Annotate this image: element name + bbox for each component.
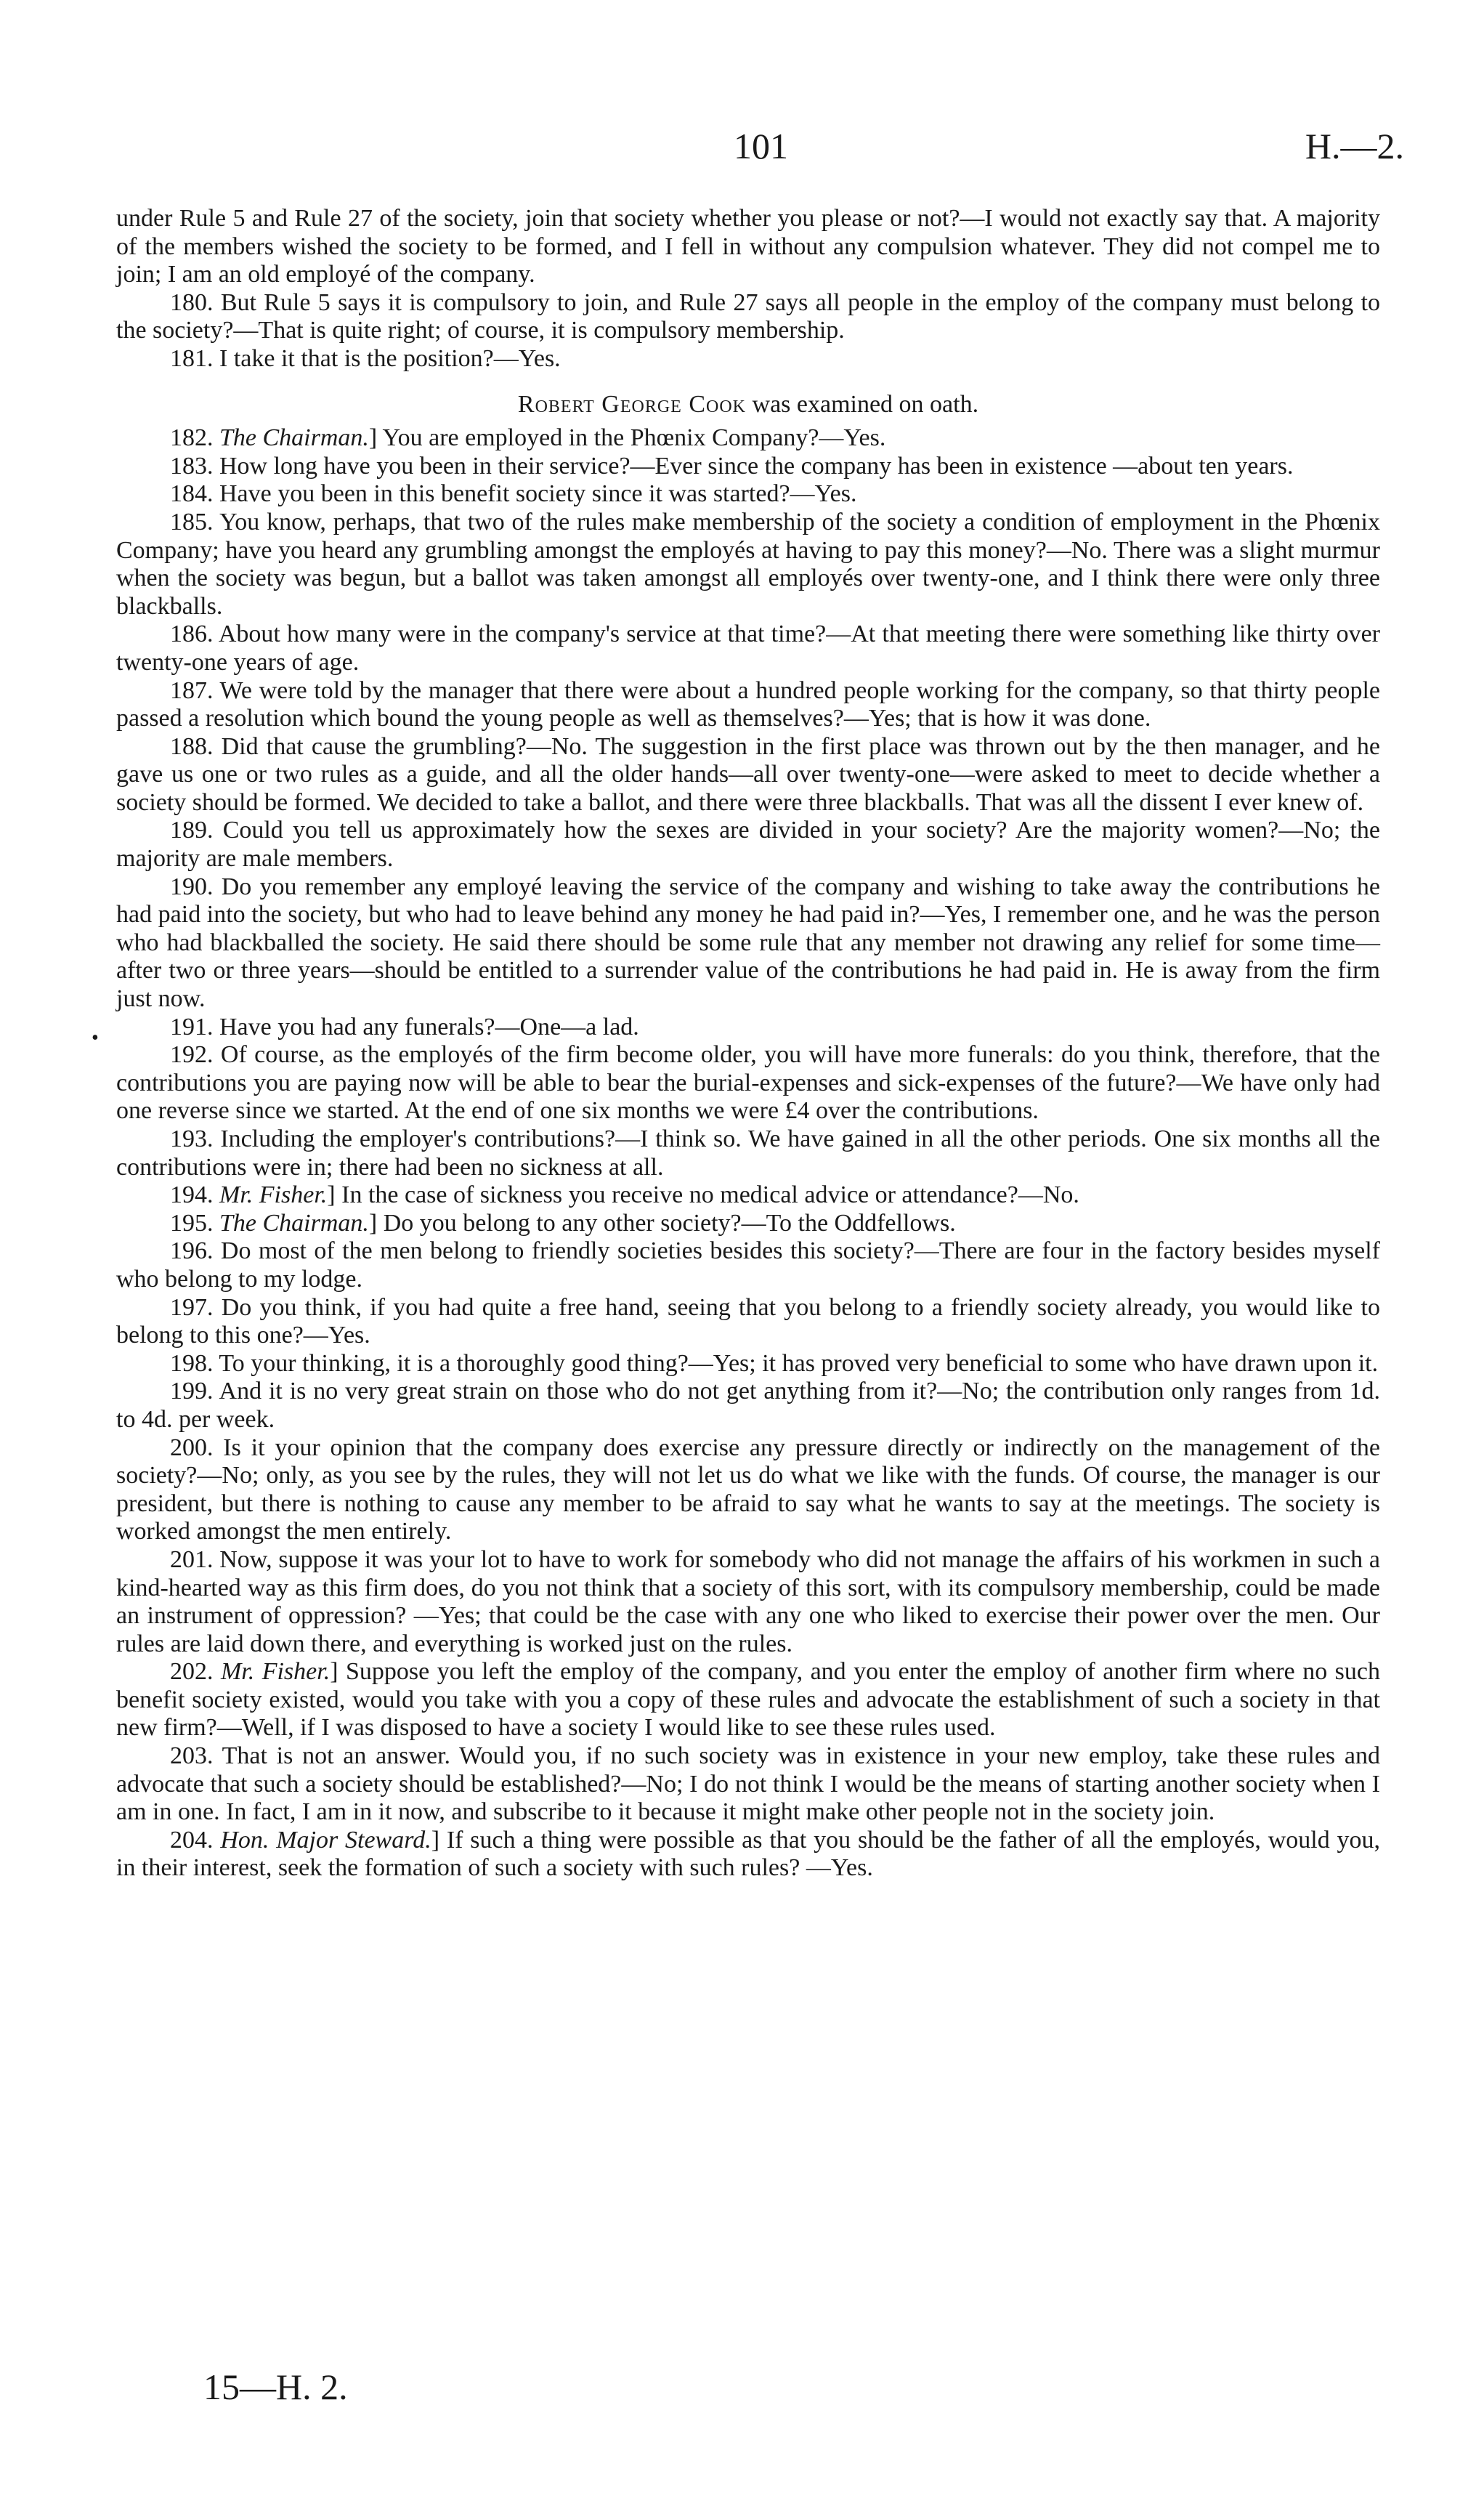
page-number: 101 (734, 126, 788, 166)
question-number: 202. (170, 1658, 221, 1686)
question-paragraph (116, 1827, 1380, 1883)
witness-heading (116, 391, 1380, 419)
question-paragraph: 193. Including the employer's contributions?—I think so. We have gained in all the other periods. One six months all the contributions were in; there had been no sickness at all. (116, 1125, 1380, 1181)
question-number: 182. (170, 424, 219, 452)
question-paragraph: 183. How long have you been in their service?—Ever since the company has been in existence —about ten years. (170, 452, 1294, 480)
question-paragraph: 180. But Rule 5 says it is compulsory to join, and Rule 27 says all people in the employ of the company must belong to the society?—That is quite right; of course, it is compulsory membership. (116, 288, 1380, 344)
question-paragraph: 198. To your thinking, it is a thoroughly good thing?—Yes; it has proved very beneficial to some who have drawn upon it. (170, 1349, 1379, 1377)
paragraph-text: ] In the case of sickness you receive no medical advice or attendance?—No. (327, 1181, 1079, 1209)
document-reference: H.—2. (1305, 126, 1404, 166)
question-paragraph: 196. Do most of the men belong to friendly societies besides this society?—There are four in the factory besides myself who belong to my lodge. (116, 1237, 1380, 1293)
question-paragraph: 199. And it is no very great strain on those who do not get anything from it?—No; the contribution only ranges from 1d. to 4d. per week. (116, 1378, 1380, 1433)
question-number: 194. (170, 1181, 219, 1209)
paragraph-text: ] Do you belong to any other society?—To the Oddfellows. (368, 1209, 956, 1237)
question-paragraph: 200. Is it your opinion that the company does exercise any pressure directly or indirectly on the management of the society?—No; only, as you see by the rules, they will not let us do what we like with the funds. Of course, the manager is our president, but there is nothing to cause any member to be afraid to say what he wants to say at the meetings. The society is worked amongst the men entirely. (116, 1434, 1380, 1545)
speaker-name: Hon. Major Steward. (220, 1826, 431, 1854)
question-paragraph: 185. You know, perhaps, that two of the rules make membership of the society a condition of employment in the Phœnix Company; have you heard any grumbling amongst the employés at having to pay this money?—No. There was a slight murmur when the society was begun, but a ballot was taken amongst all employés over twenty-one, and I think there were only three blackballs. (116, 508, 1380, 620)
continuation-paragraph: under Rule 5 and Rule 27 of the society, join that society whether you please or not?—I would not exactly say that. A majority of the members wished the society to be formed, and I fell in without any compulsion whatever. They did not compel me to join; I am an old employé of the company. (116, 205, 1380, 288)
paragraph-text: ] Suppose you left the employ of the company, and you enter the employ of another firm where no such benefit society existed, would you take with you a copy of these rules and advocate the establishment of such a society in that new firm?—Well, if I was disposed to have a society I would like to see these rules used. (116, 1658, 1380, 1742)
footer-signature: 15—H. 2. (203, 2366, 348, 2407)
question-paragraph: 187. We were told by the manager that there were about a hundred people working for the company, so that thirty people passed a resolution which bound the young people as well as themselves?—Yes; that is how it was done. (116, 676, 1380, 732)
witness-name: Robert George Cook (517, 390, 747, 418)
question-paragraph: 181. I take it that is the position?—Yes. (170, 344, 561, 372)
paragraph-text: ] You are employed in the Phœnix Company?—Yes. (368, 424, 886, 452)
question-paragraph: 189. Could you tell us approximately how the sexes are divided in your society? Are the majority women?—No; the majority are male members. (116, 817, 1380, 873)
question-paragraph: 188. Did that cause the grumbling?—No. The suggestion in the first place was thrown out by the then manager, and he gave us one or two rules as a guide, and all the older hands—all over twenty-one—were asked to meet to decide whether a society should be formed. We decided to take a ballot, and there were three blackballs. That was all the dissent I ever knew of. (116, 732, 1380, 816)
question-number: 195. (170, 1209, 219, 1237)
witness-heading-rest: was examined on oath. (746, 390, 979, 418)
margin-mark: • (92, 1027, 99, 1049)
speaker-name: Mr. Fisher. (220, 1658, 331, 1686)
question-paragraph: 191. Have you had any funerals?—One—a lad. (170, 1013, 639, 1040)
question-paragraph: 186. About how many were in the company's service at that time?—At that meeting there were something like thirty over twenty-one years of age. (116, 621, 1380, 676)
question-number: 204. (170, 1826, 221, 1854)
question-paragraph: 203. That is not an answer. Would you, if no such society was in existence in your new employ, take these rules and advocate that such a society should be established?—No; I do not think I would be the means of starting another society when I am in one. In fact, I am in it now, and subscribe to it because it might make other people not in the society join. (116, 1742, 1380, 1826)
question-paragraph: 192. Of course, as the employés of the firm become older, you will have more funerals: do you think, therefore, that the contributions you are paying now will be able to bear the burial-expenses and sick-expenses of the future?—We have only had one reverse since we started. At the end of one six months we were £4 over the contributions. (116, 1041, 1380, 1125)
question-paragraph: 184. Have you been in this benefit society since it was started?—Yes. (170, 480, 857, 508)
speaker-name: The Chairman. (219, 424, 369, 452)
body-text (116, 205, 1380, 1883)
question-paragraph (116, 424, 1380, 453)
question-paragraph (116, 1658, 1380, 1742)
question-paragraph (116, 1181, 1380, 1210)
question-paragraph (116, 1210, 1380, 1238)
question-paragraph: 197. Do you think, if you had quite a free hand, seeing that you belong to a friendly society already, you would like to belong to this one?—Yes. (116, 1293, 1380, 1349)
speaker-name: Mr. Fisher. (219, 1181, 328, 1209)
question-paragraph: 201. Now, suppose it was your lot to have to work for somebody who did not manage the affairs of his workmen in such a kind-hearted way as this firm does, do you not think that a society of this sort, with its compulsory membership, could be made an instrument of oppression? —Yes; that could be the case with any one who liked to exercise their power over the men. Our rules are laid down there, and everything is worked just on the rules. (116, 1545, 1380, 1657)
paragraph-text: ] If such a thing were possible as that you should be the father of all the employés, would you, in their interest, seek the formation of such a society with such rules? —Yes. (116, 1826, 1381, 1882)
question-paragraph: 190. Do you remember any employé leaving the service of the company and wishing to take away the contributions he had paid into the society, but who had to leave behind any money he had paid in?—Yes, I remember one, and he was the person who had blackballed the society. He said there should be some rule that any member not drawing any relief for some time—after two or three years—should be entitled to a surrender value of the contributions he had paid in. He is away from the firm just now. (116, 873, 1380, 1013)
speaker-name: The Chairman. (219, 1209, 369, 1237)
